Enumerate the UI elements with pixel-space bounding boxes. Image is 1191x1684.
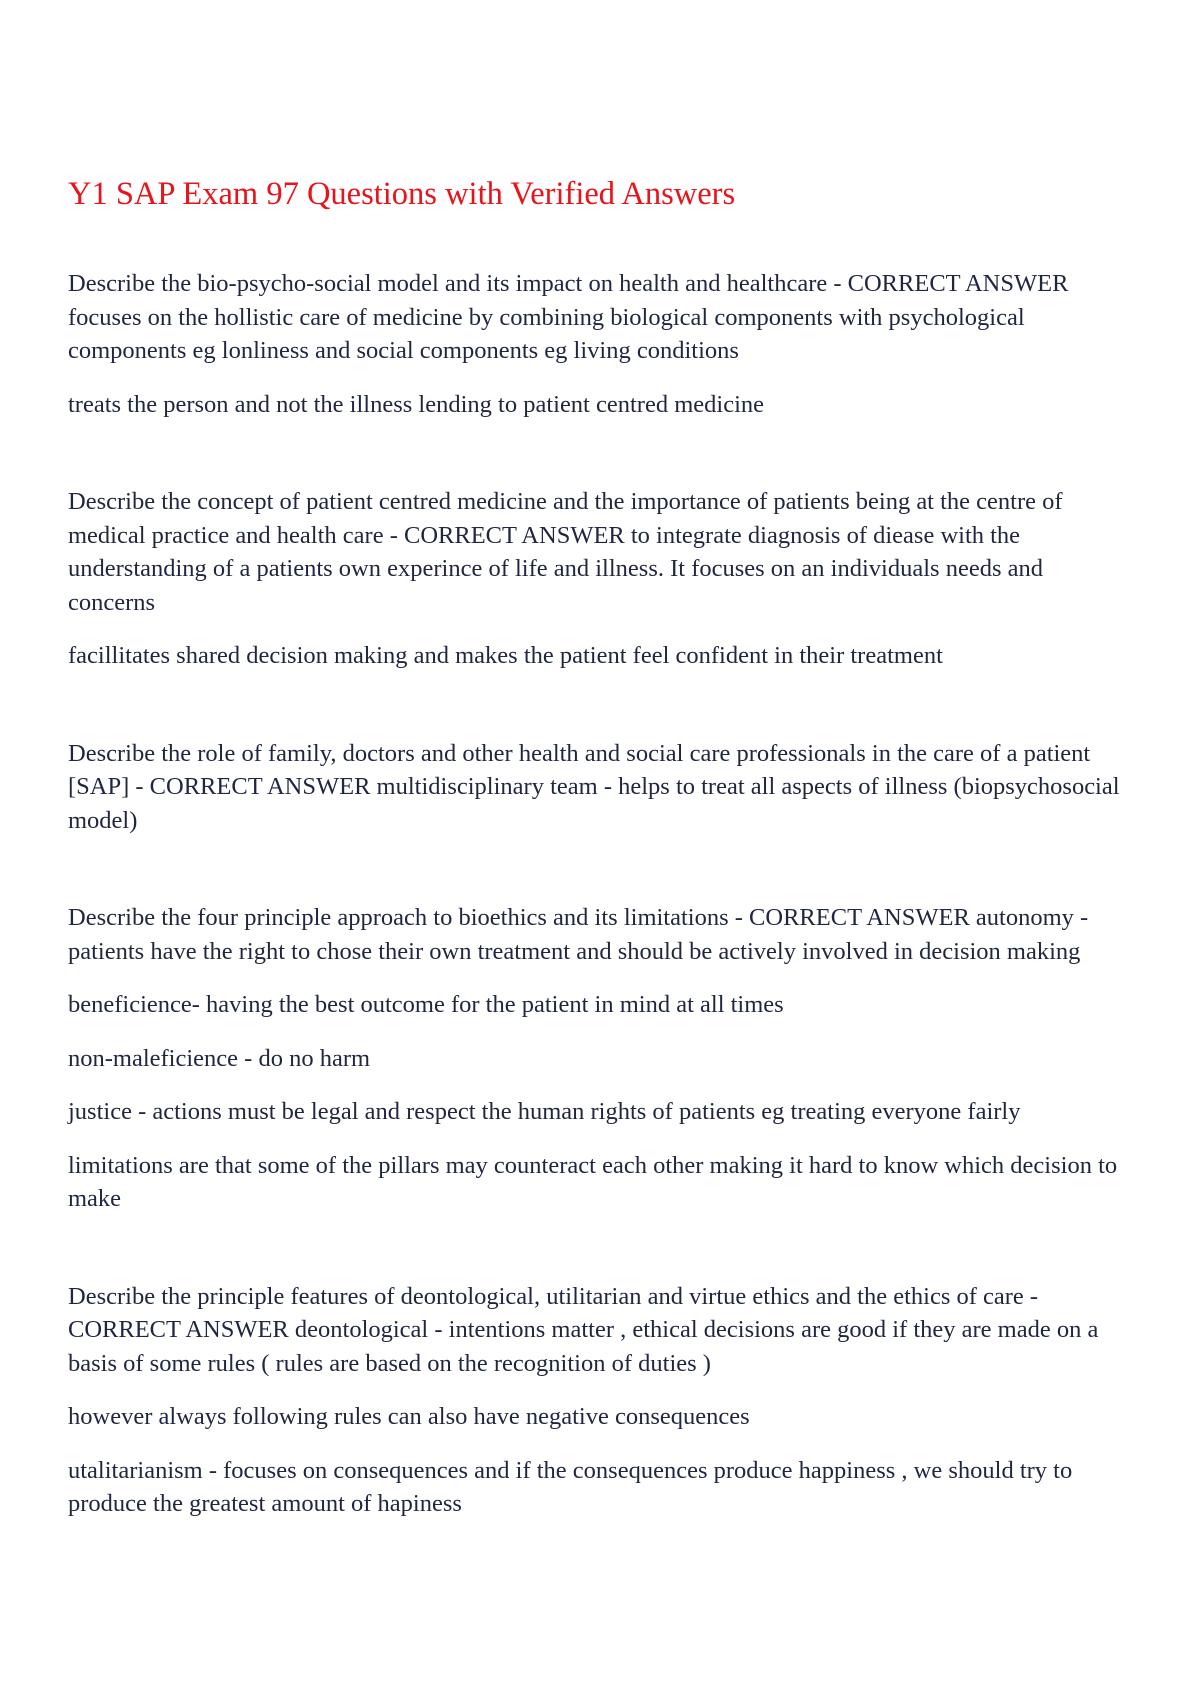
paragraph: justice - actions must be legal and respect the human rights of patients eg treating everyone fairly: [68, 1098, 1021, 1125]
paragraph: beneficience- having the best outcome for the patient in mind at all times: [68, 991, 784, 1018]
paragraph: Describe the role of family, doctors and other health and social care professionals in the care of a patient [SAP] - CORRECT ANSWER multidisciplinary team - helps to treat all aspects of illness (biopsychosocial model): [68, 739, 1120, 834]
paragraph: facillitates shared decision making and makes the patient feel confident in their treatment: [68, 642, 943, 669]
paragraph: Describe the four principle approach to bioethics and its limitations - CORRECT ANSWER autonomy - patients have the right to chose their own treatment and should be actively involved in decision making: [68, 904, 1089, 965]
paragraph: Describe the principle features of deontological, utilitarian and virtue ethics and the ethics of care - CORRECT ANSWER deontological - intentions matter , ethical decisions are good if they are made on a basis of some rules ( rules are based on the recognition of duties ): [68, 1282, 1099, 1377]
qa-block: [68, 901, 1128, 1216]
qa-block: [68, 737, 1128, 838]
qa-block: [68, 485, 1128, 673]
paragraph: utalitarianism - focuses on consequences and if the consequences produce happiness , we should try to produce the greatest amount of hapiness: [68, 1456, 1073, 1517]
paragraph: however always following rules can also have negative consequences: [68, 1403, 750, 1430]
paragraph: Describe the bio-psycho-social model and its impact on health and healthcare - CORRECT ANSWER focuses on the hollistic care of medicine by combining biological components with psychological components eg lonliness and social components eg living conditions: [68, 270, 1069, 364]
document-title: Y1 SAP Exam 97 Questions with Verified Answers: [68, 176, 736, 212]
paragraph: treats the person and not the illness lending to patient centred medicine: [68, 390, 765, 418]
paragraph: non-maleficience - do no harm: [68, 1044, 371, 1072]
paragraph: limitations are that some of the pillars may counteract each other making it hard to know which decision to make: [68, 1151, 1118, 1212]
qa-block: [68, 267, 1128, 421]
paragraph: Describe the concept of patient centred medicine and the importance of patients being at the centre of medical practice and health care - CORRECT ANSWER to integrate diagnosis of diease with the understanding of a patients own experince of life and illness. It focuses on an individuals needs and concerns: [68, 488, 1063, 616]
document-page: [68, 175, 1128, 1585]
qa-block: [68, 1280, 1128, 1521]
